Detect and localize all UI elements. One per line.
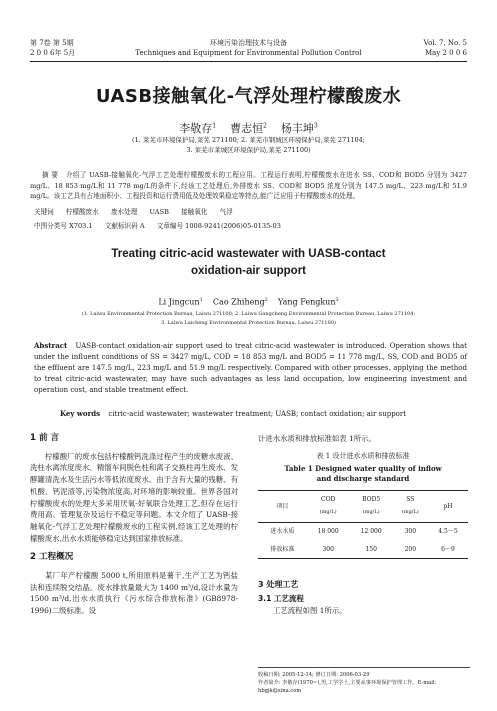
keywords-en — [60, 409, 406, 418]
table-header-cell: pH — [428, 491, 468, 522]
header-volume-cn: 第 7卷 第 5期 2 0 0 6年 5月 — [30, 39, 76, 57]
table-cell: 12 000 — [360, 527, 382, 535]
keyword: 废水处理 — [110, 208, 138, 216]
abstract-en-text: UASB-contact oxidation-air support used to treat citric-acid wastewater is introduced. Operation shows that under the influent conditions of SS = 3427 mg/L, COD = 18 853 mg/L and BOD5 = 11 778 mg/L, SS, COD and BOD5 of the effluent are 147.5 mg/L, 223 mg/L and 51.9 mg/L respectively. Compared with other processes, applying the method to treat citric-acid wastewater, may have such advantages as less land occupation, low engineering investment and operation cost, and stable treatment effect. — [34, 342, 467, 394]
keyword: UASB — [149, 208, 169, 216]
header-journal-name: 环境污染治理技术与设备 Techniques and Equipment for Environmental Pollution Control — [135, 39, 362, 57]
author-name: Cao Zhiheng — [212, 297, 265, 307]
body-right-column — [258, 433, 468, 616]
abstract-cn-label: 摘 要 — [42, 171, 59, 179]
section-paragraph: 工艺流程如图 1所示。 — [273, 605, 347, 615]
table-header-cell: 项目 — [258, 491, 307, 522]
section-heading: 2 工程概况 — [30, 552, 74, 563]
author-name: 杨丰坤 — [280, 122, 314, 135]
table-row — [258, 541, 468, 559]
table-row — [258, 522, 468, 540]
author-mark: 3 — [313, 122, 318, 130]
table-cell: 4.5～5 — [438, 527, 458, 535]
table-intro-text: 计进水水质和排放标准如表 1所示。 — [258, 434, 376, 443]
table-cell: 排放标准 — [258, 541, 307, 559]
affiliations-en: (1. Laiwu Environmental Protection Bureau, Laiwu 271100; 2. Laiwu Gangcheng Environmental Protection Bureau, Laiwu 271104; 3. Laiwu Laicheng Environmental Protection Bureau, Laiwu 271100) — [81, 311, 416, 326]
keywords-cn — [34, 206, 243, 216]
table-cell: 18 000 — [317, 527, 339, 535]
author-name: 曹志恒 — [230, 122, 264, 135]
authors-en — [0, 297, 497, 307]
paper-title-en: Treating citric-acid wastewater with UASB-contact oxidation-air support — [111, 248, 386, 277]
table-caption-cn: 表 1 设计进水水质和排放标准 — [316, 451, 410, 460]
table-cell: 300 — [404, 527, 417, 535]
table-cell: 进水水质 — [270, 527, 295, 535]
author-mark: 3 — [335, 297, 339, 303]
abstract-cn-text: 介绍了 UASB-接触氧化-气浮工艺处理柠檬酸废水的工程应用。工程运行表明,柠檬酸废水在进水 SS、COD和 BOD5 分别为 3427 mg/L、18 853 mg/L和 11 778 mg/L的条件下,经该工艺处理后,外排废水 SS、COD和 BOD5 浓度分别为 147.5 mg/L、223 mg/L和 51.9 mg/L。该工艺具有占地面积小、工程投资和运行费用低及处理效果稳定等特点,能广泛应用于柠檬酸废水的处理。 — [30, 171, 467, 201]
footnote-author-bio: 作者简介: 李敬存(1970~),男,工学学士,主要从事环境保护管理工作。E-mail: hbgjk@sina.com — [258, 680, 437, 695]
doc-code: 文献标识码 A — [104, 222, 145, 230]
section-paragraph: 某厂年产柠檬酸 5000 t,所用原料是薯干,生产工艺为钙盐法和连续脱交结晶。废水排放量最大为 1400 m³/d,设计水量为 1500 m³/d,出水水质执行《污水综合排放标准》(GB8978-1996)二级标准。设 — [30, 571, 238, 616]
author-mark: 2 — [264, 297, 268, 303]
footnote — [258, 667, 470, 696]
keywords-cn-label: 关键词 — [34, 208, 54, 216]
authors-cn — [0, 120, 497, 136]
body-left-column — [30, 433, 238, 617]
section-heading: 1 前 言 — [30, 433, 60, 443]
abstract-cn — [30, 170, 467, 202]
footnote-received: 收稿日期: 2005-12-14; 修订日期: 2006-03-29 — [258, 672, 370, 678]
article-number: 文章编号 1008-9241(2006)05-0135-03 — [156, 222, 281, 230]
author-name: Li Jingcun — [158, 297, 200, 307]
table-header-cell: COD (mg/L) — [307, 491, 350, 522]
running-header — [30, 38, 467, 62]
keyword: 接触氧化 — [181, 208, 208, 216]
table-cell: 200 — [393, 541, 428, 559]
table-header-cell: SS (mg/L) — [393, 491, 428, 522]
keywords-en-label: Key words — [60, 409, 101, 418]
table-header-row — [258, 491, 468, 522]
header-volume-en: Vol. 7, No. 5 May 2 0 0 6 — [423, 39, 467, 57]
author-mark: 2 — [263, 122, 267, 130]
author-name: 李敬存 — [179, 122, 213, 135]
keyword: 柠檬酸废水 — [65, 208, 99, 216]
affiliations-cn: (1. 莱芜市环境保护局,莱芜 271100; 2. 莱芜市钢城区环境保护局,莱芜 271104; 3. 莱芜市莱城区环境保护局,莱芜 271100) — [132, 136, 365, 154]
table-cell: 150 — [350, 541, 393, 559]
water-quality-table — [258, 490, 468, 559]
classification-cn — [34, 220, 291, 230]
subsection-heading: 3.1 工艺流程 — [258, 593, 304, 603]
abstract-en — [34, 340, 467, 396]
section-paragraph: 柠檬酸厂的废水包括柠檬酸钙洗涤过程产生的废糖水废液、洗柱水离浓度废水、精馏车间脱色柱和离子交换柱再生废水、发酵罐清洗水及生活污水等低浓度废水。由于含有大量的残糖、有机酸、钙泥渣等,污染物浓度高,对环境的影响较重。世界各国对柠檬酸废水的处理大多采用厌氧-好氧联合处理工艺,但存在运行费用高、管理复杂及运行不稳定等问题。本文介绍了 UASB-接触氧化-气浮工艺处理柠檬酸废水的工程实例,经该工艺处理的柠檬酸废水,出水水质能够稳定达到国家排放标准。 — [30, 451, 238, 543]
author-mark: 1 — [199, 297, 203, 303]
author-name: Yang Fengkun — [277, 297, 336, 307]
table-cell: 6～9 — [428, 541, 468, 559]
table-header-cell: BOD5 (mg/L) — [350, 491, 393, 522]
keywords-en-text: citric-acid wastewater; wastewater treatment; UASB; contact oxidation; air support — [108, 410, 407, 418]
keyword: 气浮 — [219, 208, 233, 216]
clc-number: 中图分类号 X703.1 — [34, 222, 93, 230]
author-mark: 1 — [212, 122, 217, 130]
section-heading: 3 处理工艺 — [258, 580, 299, 590]
paper-title-cn: UASB接触氧化-气浮处理柠檬酸废水 — [95, 86, 402, 107]
table-caption-en: Table 1 Designed water quality of inflow and discharge standard — [284, 464, 442, 484]
table-cell: 300 — [307, 541, 350, 559]
abstract-en-label: Abstract — [34, 341, 68, 350]
